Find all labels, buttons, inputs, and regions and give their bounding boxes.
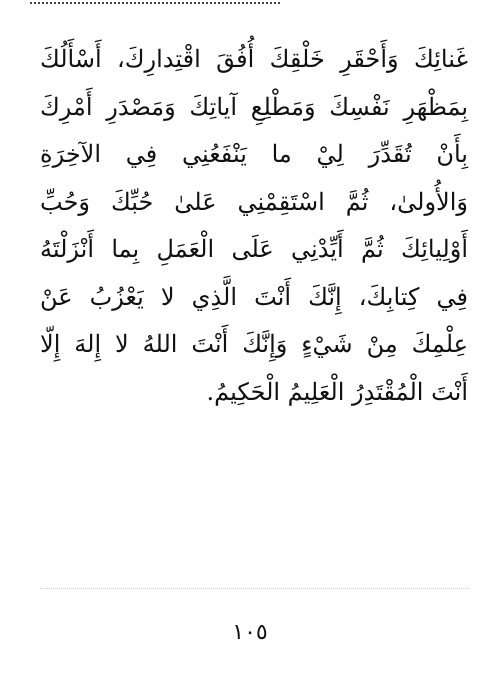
text-line: فِي كِتابِكَ، إِنَّكَ أَنْتَ الَّذِي لا يَعْزُبُ عَنْ bbox=[40, 282, 468, 311]
text-line: وَالأُولىٰ، ثُمَّ اسْتَقِمْنِي عَلىٰ حُبِّكَ وَحُبِّ bbox=[40, 187, 468, 216]
text-line: أَوْلِيائِكَ ثُمَّ أَيِّدْنِي عَلَى الْعَمَلِ بِما أَنْزَلْتَهُ bbox=[40, 235, 468, 263]
text-line: أَنْتَ الْمُقْتَدِرُ الْعَلِيمُ الْحَكِيمُ. bbox=[206, 377, 468, 406]
text-line: بِأَنْ تُقَدِّرَ لِيْ ما يَنْفَعُنِي فِي الآخِرَةِ bbox=[40, 140, 468, 168]
page-number: ١٠٥ bbox=[232, 620, 268, 645]
top-dotted-rule bbox=[30, 2, 280, 4]
prayer-text-block bbox=[40, 36, 468, 416]
text-line: غَنائِكَ وَأَحْقَرِ خَلْقِكَ أُفُقَ اقْتِدارِكَ، أَسْأَلُكَ bbox=[40, 45, 468, 73]
text-line: عِلْمِكَ مِنْ شَيْءٍ وَإِنَّكَ أَنْتَ اللهُ لا إِلهَ إِلّا bbox=[40, 330, 468, 358]
text-line: بِمَظْهَرِ نَفْسِكَ وَمَطْلِعِ آياتِكَ وَمَصْدَرِ أَمْرِكَ bbox=[40, 92, 468, 121]
bottom-dotted-rule bbox=[40, 588, 468, 589]
